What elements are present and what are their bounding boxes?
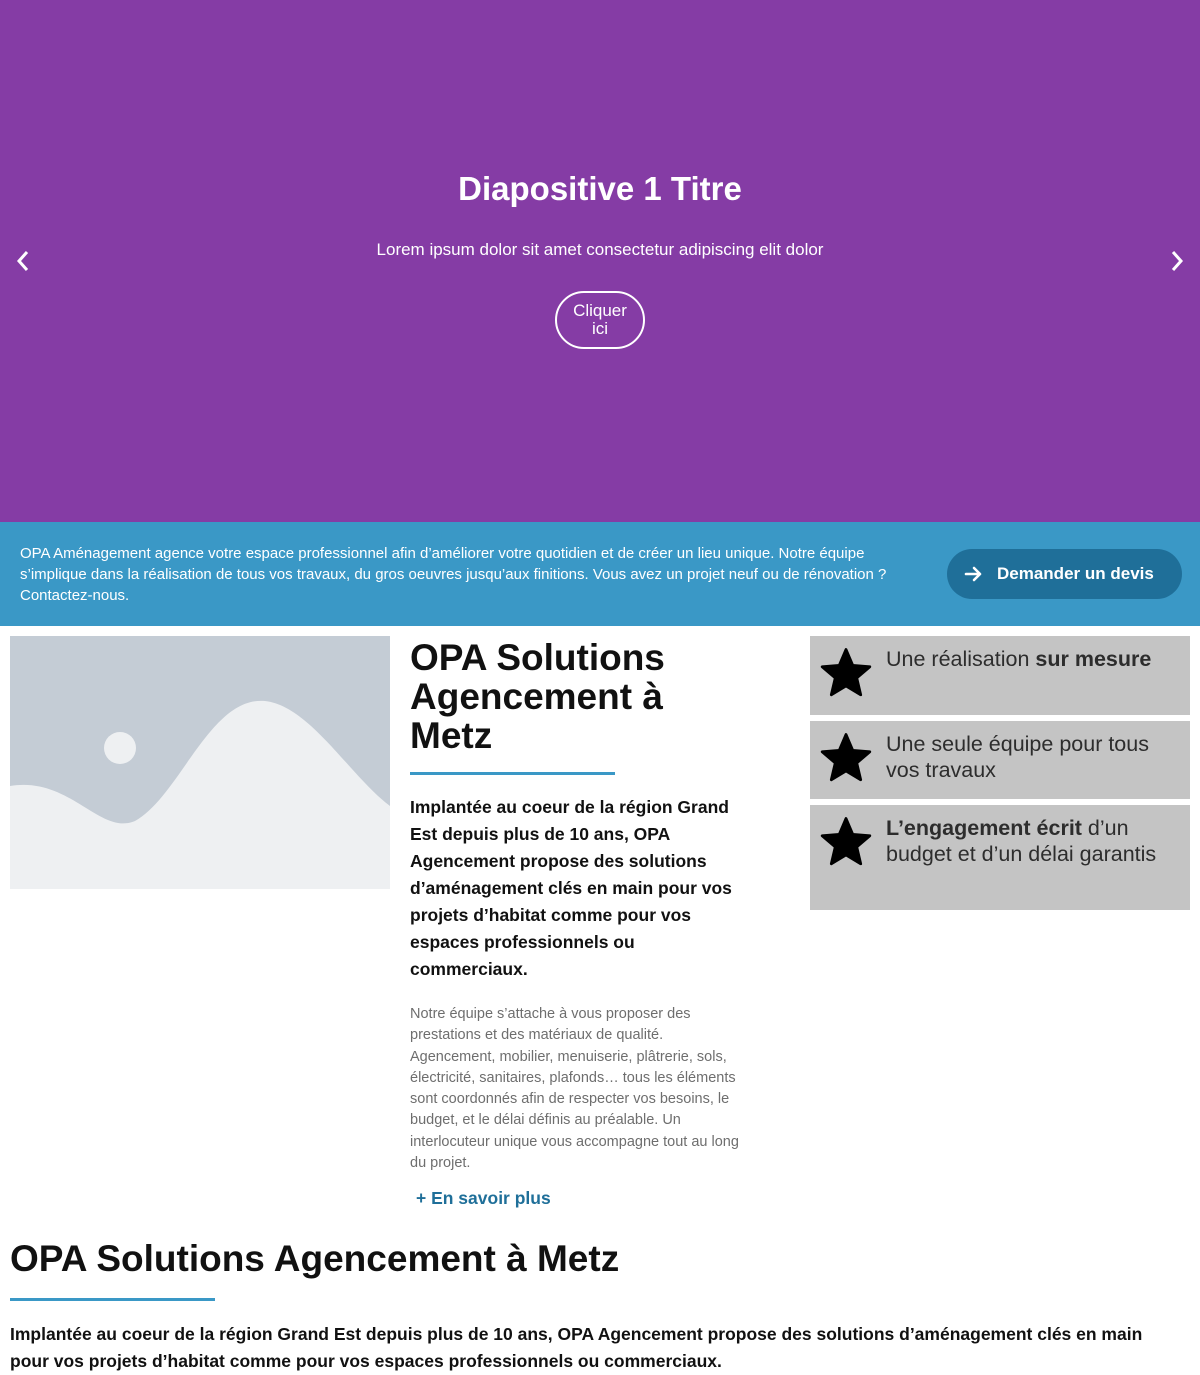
arrow-right-icon	[965, 566, 983, 582]
bottom-text: Implantée au coeur de la région Grand Est depuis plus de 10 ans, OPA Agencement propose des solutions d’aménagement clés en main pour vos projets d’habitat comme pour vos espaces professionnels ou commerciaux.	[10, 1324, 1143, 1371]
bottom-divider	[10, 1298, 215, 1301]
feature-box	[810, 805, 1190, 910]
feature-box	[810, 721, 1190, 799]
image-placeholder	[10, 636, 390, 889]
star-icon	[818, 731, 874, 787]
request-quote-button[interactable]	[947, 549, 1182, 599]
about-lead: Implantée au coeur de la région Grand Est depuis plus de 10 ans, OPA Agencement propose des solutions d’aménagement clés en main pour vos projets d’habitat comme pour vos espaces professionnels ou commerciaux.	[410, 797, 732, 979]
bottom-title: OPA Solutions Agencement à Metz	[10, 1238, 620, 1279]
about-title: OPA Solutions Agencement à Metz	[410, 637, 665, 756]
about-divider	[410, 772, 615, 775]
hero-slider	[0, 0, 1200, 522]
feature-text: Une réalisation sur mesure	[886, 647, 1152, 671]
slide-cta-button[interactable]: Cliquer ici	[555, 291, 645, 349]
star-icon	[818, 815, 874, 871]
feature-box	[810, 636, 1190, 715]
star-icon	[818, 646, 874, 702]
intro-text: OPA Aménagement agence votre espace professionnel afin d’améliorer votre quotidien et de créer un lieu unique. Notre équipe s’implique dans la réalisation de tous vos travaux, du gros oeuvres jusqu’aux finitions. Vous avez un projet neuf ou de rénovation ? Contactez-nous.	[20, 545, 887, 604]
about-body: Notre équipe s’attache à vous proposer des prestations et des matériaux de qualité. Agencement, mobilier, menuiserie, plâtrerie, sols, électricité, sanitaires, plafonds… tous les éléments sont coordonnés afin de respecter vos besoins, le budget, et le délai définis au préalable. Un interlocuteur unique vous accompagne tout au long du projet.	[410, 1006, 739, 1172]
intro-band	[0, 522, 1200, 626]
learn-more-link[interactable]: + En savoir plus	[416, 1188, 551, 1208]
next-slide-arrow-icon[interactable]	[1162, 246, 1192, 276]
request-quote-label: Demander un devis	[997, 564, 1154, 583]
feature-text: Une seule équipe pour tous vos travaux	[886, 732, 1149, 782]
slide-description: Lorem ipsum dolor sit amet consectetur adipiscing elit dolor	[376, 240, 824, 259]
slide-title: Diapositive 1 Titre	[458, 170, 742, 207]
feature-text: L’engagement écrit d’un budget et d’un délai garantis	[886, 816, 1157, 866]
